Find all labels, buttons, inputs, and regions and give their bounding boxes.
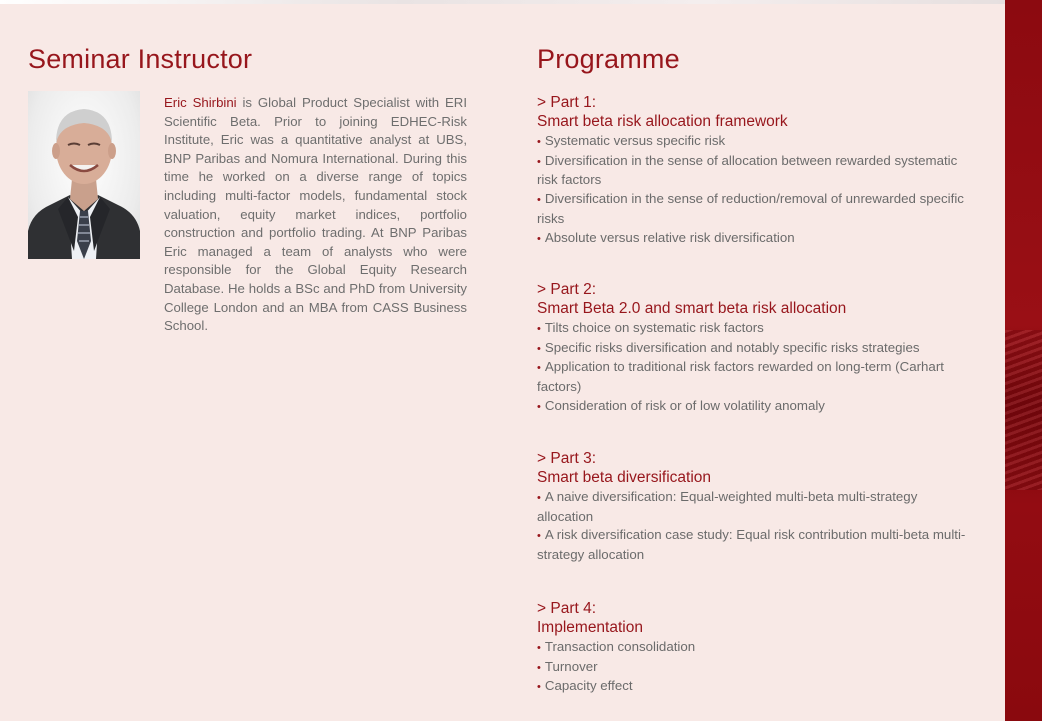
instructor-heading: Seminar Instructor xyxy=(28,44,253,74)
instructor-bio xyxy=(164,94,467,336)
programme-part-1 xyxy=(537,93,967,248)
bio-line: School. xyxy=(164,318,208,334)
instructor-portrait-icon xyxy=(28,91,140,259)
part-items xyxy=(537,488,967,565)
programme-heading: Programme xyxy=(537,44,680,74)
part-number: > Part 4: xyxy=(537,600,597,617)
part-items xyxy=(537,319,967,417)
part-item: • Absolute versus relative risk diversification xyxy=(537,229,967,249)
bio-line: construction and portfolio trading. At BNP xyxy=(164,225,417,241)
part-item: • Turnover xyxy=(537,658,967,678)
bio-line: including multi-factor models, fundamental xyxy=(164,187,428,203)
side-band xyxy=(1005,0,1042,721)
bio-line: Institute, Eric was a quantitative analyst at UBS, xyxy=(164,132,467,148)
part-number: > Part 3: xyxy=(537,450,597,467)
programme-part-2 xyxy=(537,280,967,417)
bio-line: this time he worked on a diverse range of topics xyxy=(164,150,467,185)
programme-part-4 xyxy=(537,599,967,697)
part-title: Smart beta risk allocation framework xyxy=(537,113,788,130)
part-number: > Part 1: xyxy=(537,94,597,111)
part-item: • A risk diversification case study: Equal risk contribution multi-beta multi-strategy allocation xyxy=(537,526,967,564)
part-item: • Systematic versus specific risk xyxy=(537,132,967,152)
bio-line: Paribas Eric managed a team of analysts who xyxy=(164,225,468,259)
part-item: • Diversification in the sense of reduction/removal of unrewarded specific risks xyxy=(537,190,967,228)
part-item: • Diversification in the sense of allocation between rewarded systematic risk factors xyxy=(537,152,967,190)
bio-line: ERI Scientific Beta. Prior to joining EDHEC-Risk xyxy=(164,95,467,129)
part-item: • A naive diversification: Equal-weighted multi-beta multi-strategy allocation xyxy=(537,488,967,526)
part-item: • Tilts choice on systematic risk factors xyxy=(537,319,967,339)
part-item: • Application to traditional risk factors rewarded on long-term (Carhart factors) xyxy=(537,358,967,396)
part-number: > Part 2: xyxy=(537,281,597,298)
part-item: • Capacity effect xyxy=(537,677,967,697)
part-items xyxy=(537,132,967,248)
instructor-photo xyxy=(28,91,140,259)
side-band-texture xyxy=(1005,330,1042,490)
bio-line: were responsible for the Global Equity Research xyxy=(164,243,468,278)
bio-line: College London and an MBA from CASS Business xyxy=(164,299,467,315)
part-item: • Transaction consolidation xyxy=(537,638,967,658)
bio-line: Database. He holds a BSc and PhD from University xyxy=(164,280,467,296)
instructor-name: Eric Shirbini xyxy=(164,95,237,110)
part-items xyxy=(537,638,967,697)
part-item: • Consideration of risk or of low volatility anomaly xyxy=(537,397,967,417)
bio-line: stock valuation, equity market indices, portfolio xyxy=(164,187,467,222)
part-title: Smart Beta 2.0 and smart beta risk allocation xyxy=(537,300,847,317)
bio-line: BNP Paribas and Nomura International. During xyxy=(164,150,442,166)
part-item: • Specific risks diversification and notably specific risks strategies xyxy=(537,339,967,359)
part-title: Implementation xyxy=(537,619,643,636)
bio-line: is Global Product Specialist with xyxy=(236,95,440,110)
part-title: Smart beta diversification xyxy=(537,469,712,486)
top-strip xyxy=(0,0,1005,4)
programme-part-3 xyxy=(537,449,967,565)
